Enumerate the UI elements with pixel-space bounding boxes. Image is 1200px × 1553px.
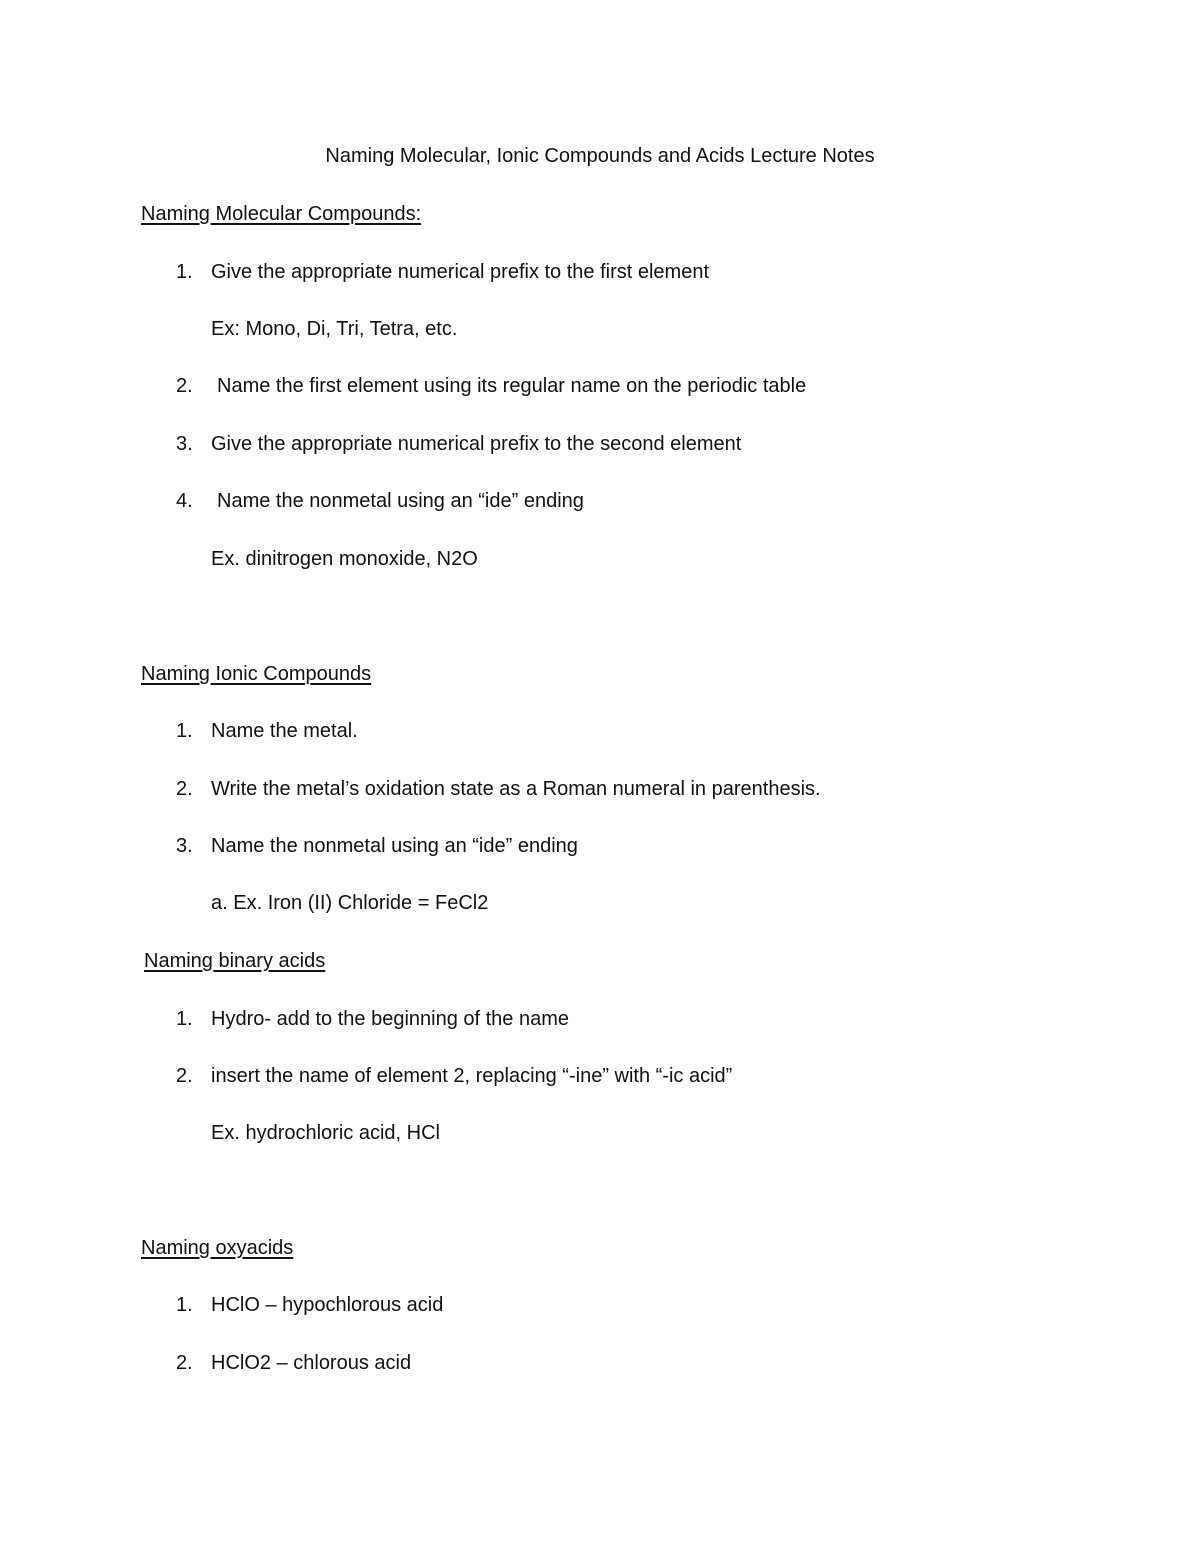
list-item: HClO – hypochlorous acid xyxy=(211,1294,444,1316)
list-item: Name the nonmetal using an “ide” ending xyxy=(211,835,578,857)
list-item: Name the first element using its regular name on the periodic table xyxy=(217,375,807,397)
section-heading-oxyacids: Naming oxyacids xyxy=(141,1237,294,1259)
list-number: 3. xyxy=(176,433,193,455)
example-text: Ex. dinitrogen monoxide, N2O xyxy=(211,548,478,570)
list-item: Write the metal’s oxidation state as a Roman numeral in parenthesis. xyxy=(211,778,821,800)
list-number: 1. xyxy=(176,1294,193,1316)
list-item: Name the nonmetal using an “ide” ending xyxy=(217,490,584,512)
section-heading-molecular: Naming Molecular Compounds: xyxy=(141,203,422,225)
list-number: 2. xyxy=(176,778,193,800)
example-text: Ex. hydrochloric acid, HCl xyxy=(211,1122,440,1144)
list-number: 4. xyxy=(176,490,193,512)
list-item: Give the appropriate numerical prefix to the first element xyxy=(211,261,710,283)
page-title: Naming Molecular, Ionic Compounds and Acids Lecture Notes xyxy=(325,145,875,167)
list-number: 1. xyxy=(176,1008,193,1030)
list-item: Give the appropriate numerical prefix to the second element xyxy=(211,433,742,455)
section-heading-binary-acids: Naming binary acids xyxy=(144,950,326,972)
list-item: insert the name of element 2, replacing “-ine” with “-ic acid” xyxy=(211,1065,733,1087)
list-number: 1. xyxy=(176,261,193,283)
list-number: 1. xyxy=(176,720,193,742)
section-heading-ionic: Naming Ionic Compounds xyxy=(141,663,372,685)
example-text: a. Ex. Iron (II) Chloride = FeCl2 xyxy=(211,892,489,914)
list-number: 2. xyxy=(176,375,193,397)
list-number: 2. xyxy=(176,1065,193,1087)
list-item: Name the metal. xyxy=(211,720,358,742)
list-item: HClO2 – chlorous acid xyxy=(211,1352,412,1374)
example-text: Ex: Mono, Di, Tri, Tetra, etc. xyxy=(211,318,458,340)
list-item: Hydro- add to the beginning of the name xyxy=(211,1008,570,1030)
list-number: 2. xyxy=(176,1352,193,1374)
list-number: 3. xyxy=(176,835,193,857)
